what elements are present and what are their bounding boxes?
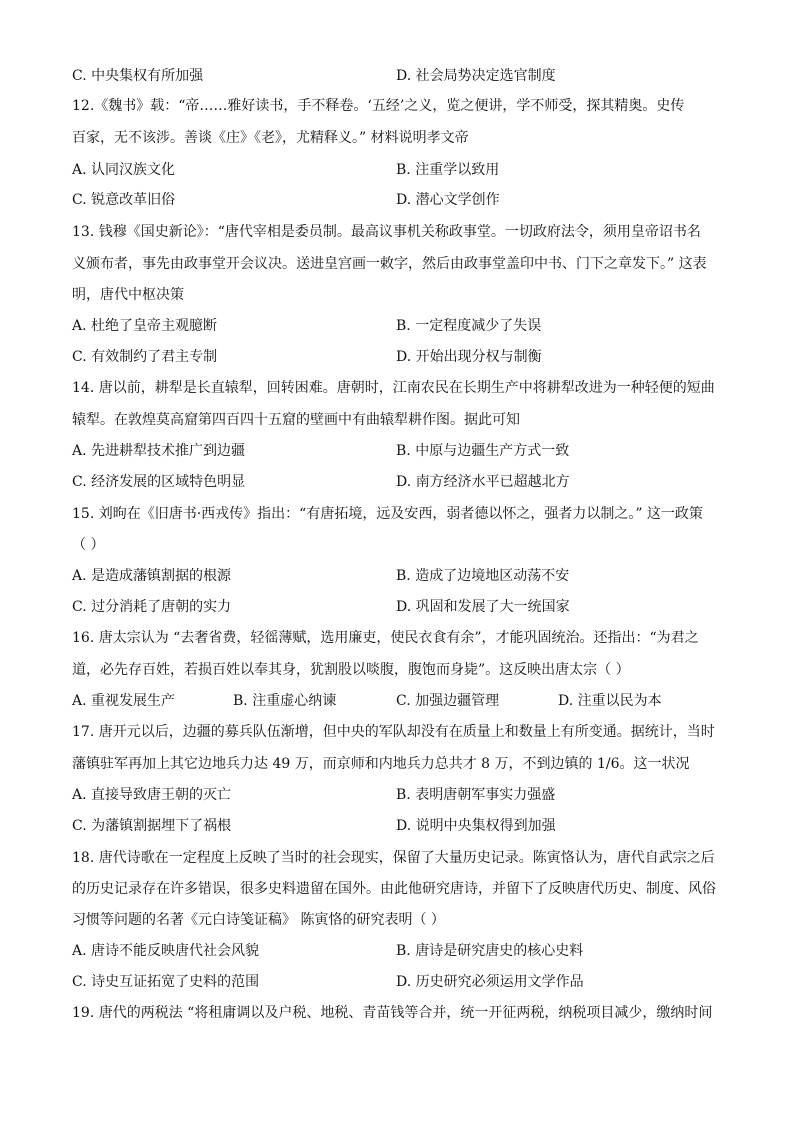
- q14-option-a: A. 先进耕犁技术推广到边疆: [72, 443, 246, 459]
- q17-option-a: A. 直接导致唐王朝的灭亡: [72, 787, 232, 803]
- q12-option-d: D. 潜心文学创作: [396, 192, 500, 208]
- q15-option-c: C. 过分消耗了唐朝的实力: [72, 599, 232, 615]
- q11-option-d: D. 社会局势决定选官制度: [396, 68, 556, 84]
- q13-stem-line-3: 明，唐代中枢决策: [72, 287, 184, 303]
- q13-option-b: B. 一定程度减少了失误: [396, 318, 542, 334]
- q16-option-b: B. 注重虚心纳谏: [233, 693, 337, 709]
- q15-answer-blank: （ ）: [72, 537, 105, 553]
- q13-stem-line-1: 13. 钱穆《国史新论》：“唐代宰相是委员制。最高议事机关称政事堂。一切政府法令，须用皇帝诏书名: [72, 224, 701, 240]
- q16-option-c: C. 加强边疆管理: [396, 693, 500, 709]
- q17-option-d: D. 说明中央集权得到加强: [396, 818, 556, 834]
- q13-option-d: D. 开始出现分权与制衡: [396, 349, 542, 365]
- q13-option-a: A. 杜绝了皇帝主观臆断: [72, 318, 218, 334]
- q18-option-b: B. 唐诗是研究唐史的核心史料: [396, 943, 584, 959]
- q13-option-c: C. 有效制约了君主专制: [72, 349, 218, 365]
- q15-option-b: B. 造成了边境地区动荡不安: [396, 568, 570, 584]
- q17-option-c: C. 为藩镇割据埋下了祸根: [72, 818, 232, 834]
- q16-stem-line-1: 16. 唐太宗认为 “去奢省费，轻徭薄赋，选用廉吏，使民衣食有余”，才能巩固统治。还指出：“为君之: [72, 630, 699, 646]
- q14-option-b: B. 中原与边疆生产方式一致: [396, 443, 570, 459]
- q11-option-c: C. 中央集权有所加强: [72, 68, 204, 84]
- q12-stem-line-2: 百家，无不该涉。善谈《庄》《老》，尤精释义。” 材料说明孝文帝: [72, 130, 469, 146]
- q16-option-a: A. 重视发展生产: [72, 693, 176, 709]
- q18-stem-line-1: 18. 唐代诗歌在一定程度上反映了当时的社会现实，保留了大量历史记录。陈寅恪认为，唐代自武宗之后: [72, 850, 715, 866]
- q17-option-b: B. 表明唐朝军事实力强盛: [396, 787, 556, 803]
- q12-option-b: B. 注重学以致用: [396, 162, 500, 178]
- q14-option-d: D. 南方经济水平已超越北方: [396, 474, 570, 490]
- q18-option-a: A. 唐诗不能反映唐代社会风貌: [72, 943, 260, 959]
- q12-stem-line-1: 12.《魏书》载：“帝……雅好读书，手不释卷。‘五经’之义，览之便讲，学不师受，探其精奥。史传: [72, 98, 685, 114]
- q18-stem-line-3: 习惯等问题的名著《元白诗笺证稿》 陈寅恪的研究表明（ ）: [72, 912, 445, 928]
- q13-stem-line-2: 义颁布者，事先由政事堂开会议决。送进皇宫画一敕字，然后由政事堂盖印中书、门下之章发下。” 这表: [72, 256, 707, 272]
- q14-option-c: C. 经济发展的区域特色明显: [72, 474, 246, 490]
- q16-stem-line-2: 道，必先存百姓，若损百姓以奉其身，犹割股以啖腹，腹饱而身毙”。这反映出唐太宗（ ）: [72, 662, 630, 678]
- q14-stem-line-2: 辕犁。在敦煌莫高窟第四百四十五窟的壁画中有曲辕犁耕作图。据此可知: [72, 412, 520, 428]
- q18-option-d: D. 历史研究必须运用文学作品: [396, 974, 584, 990]
- q12-option-a: A. 认同汉族文化: [72, 162, 176, 178]
- q14-stem-line-1: 14. 唐以前，耕犁是长直辕犁，回转困难。唐朝时，江南农民在长期生产中将耕犁改进为一种轻便的短曲: [72, 380, 715, 396]
- q18-stem-line-2: 的历史记录存在许多错误，很多史料遗留在国外。由此他研究唐诗，并留下了反映唐代历史、制度、风俗: [72, 881, 716, 897]
- q17-stem-line-1: 17. 唐开元以后，边疆的募兵队伍渐增，但中央的军队却没有在质量上和数量上有所变通。据统计，当时: [72, 724, 715, 740]
- q18-option-c: C. 诗史互证拓宽了史料的范围: [72, 974, 260, 990]
- q15-option-d: D. 巩固和发展了大一统国家: [396, 599, 570, 615]
- q19-stem-line-1: 19. 唐代的两税法 “将租庸调以及户税、地税、青苗钱等合并，统一开征两税，纳税项目减少，缴纳时间: [72, 1005, 713, 1021]
- q16-option-d: D. 注重以民为本: [558, 693, 662, 709]
- q15-stem-line-1: 15. 刘昫在《旧唐书·西戎传》指出：“有唐拓境，远及安西，弱者德以怀之，强者力以制之。” 这一政策: [72, 506, 703, 522]
- q17-stem-line-2: 藩镇驻军再加上其它边地兵力达 49 万，而京师和内地兵力总共才 8 万，不到边镇的 1/6。这一状况: [72, 756, 690, 772]
- q15-option-a: A. 是造成藩镇割据的根源: [72, 568, 232, 584]
- q12-option-c: C. 锐意改革旧俗: [72, 192, 176, 208]
